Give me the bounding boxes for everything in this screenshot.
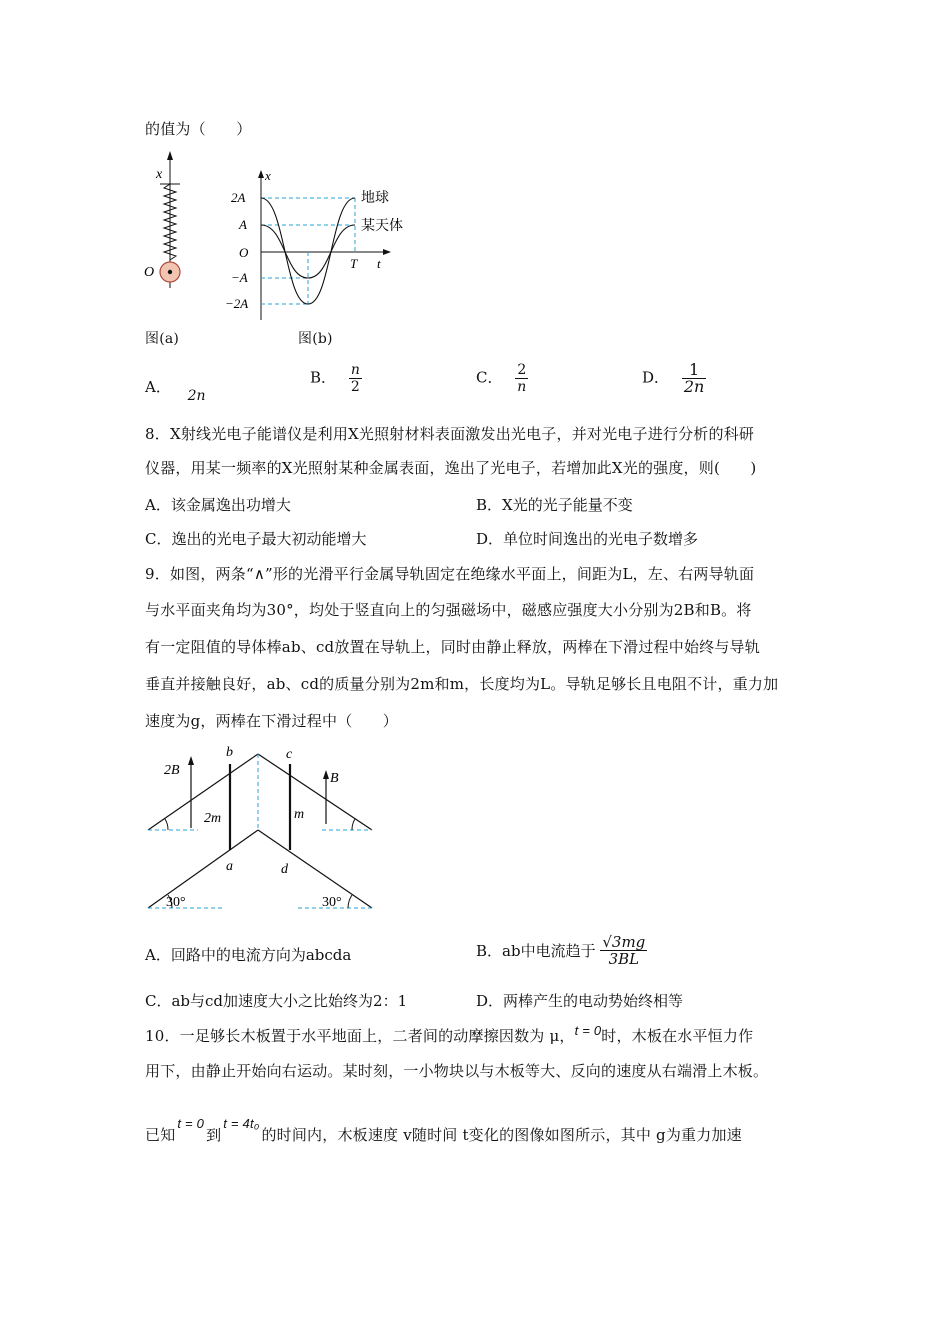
fig-b-axis-t: t [377,256,381,271]
label-angle-left: 30° [166,895,186,910]
legend-earth: 地球 [361,191,389,206]
q7-tail: 的值为（ ） [145,120,252,138]
q10-stem-line3: 已知t = 0到t = 4t₀的时间内，木板速度 v随时间 t变化的图像如图所示，其中 g为重力加速 [145,1116,742,1144]
label-a: a [226,859,233,874]
fig-b-axis-x: x [265,168,271,183]
q7-option-a[interactable]: A． 2n [145,378,206,404]
label-T: T [350,256,358,271]
q8-stem-line1: 8．X射线光电子能谱仪是利用X光照射材料表面激发出光电子，并对光电子进行分析的科研 [145,425,755,443]
q8-option-c[interactable]: C．逸出的光电子最大初动能增大 [145,530,367,548]
legend-body: 某天体 [361,219,403,234]
label-2B: 2B [164,763,180,778]
fig-a-caption: 图(a) [145,331,180,347]
label-B: B [330,771,339,786]
q9-stem-line3: 有一定阻值的导体棒ab、cd放置在导轨上，同时由静止释放，两棒在下滑过程中始终与导轨 [145,638,760,656]
label-O: O [239,245,249,260]
label-m: m [294,807,305,822]
fig-a-axis-x: x [156,167,163,182]
q9-stem-line1: 9．如图，两条“∧”形的光滑平行金属导轨固定在绝缘水平面上，间距为L，左、右两导轨面 [145,565,755,583]
q9-option-c[interactable]: C．ab与cd加速度大小之比始终为2：1 [145,992,408,1010]
q9-option-b[interactable]: B．ab中电流趋于 $\frac{√3mg}{3BL}$ [476,933,646,968]
label-2A: 2A [231,190,246,205]
q9-stem-line2: 与水平面夹角均为30°，均处于竖直向上的匀强磁场中，磁感应强度大小分别为2B和B。将 [145,601,752,619]
q9-stem-line4: 垂直并接触良好，ab、cd的质量分别为2m和m，长度均为L。导轨足够长且电阻不计，重力加 [145,675,779,693]
rails-figure [140,738,380,918]
q9-option-d[interactable]: D．两棒产生的电动势始终相等 [476,992,684,1010]
q7-option-b[interactable]: B． $\frac{n}{2}$ [310,362,360,395]
fig-b-caption: 图(b) [298,331,333,347]
q8-option-a[interactable]: A．该金属逸出功增大 [145,496,291,514]
label-A: A [239,217,247,232]
label-angle-right: 30° [322,895,342,910]
label-c: c [286,747,293,762]
q9-stem-line5: 速度为g，两棒在下滑过程中（ ） [145,712,399,730]
q7-option-c[interactable]: C． $\frac{2}{n}$ [476,362,527,395]
spring-figure-a [138,148,198,298]
label-d: d [281,862,288,877]
q7-option-d[interactable]: D． $\frac{1}{2n}$ [642,360,705,396]
label-neg-2A: −2A [225,296,249,311]
q9-option-a[interactable]: A．回路中的电流方向为abcda [145,946,352,964]
q8-stem-line2: 仪器，用某一频率的X光照射某种金属表面，逸出了光电子，若增加此X光的强度，则( ) [145,459,757,477]
q10-stem-line1: 10．一足够长木板置于水平地面上，二者间的动摩擦因数为 μ，t = 0时，木板在水平恒力作 [145,1023,754,1045]
q8-option-b[interactable]: B．X光的光子能量不变 [476,496,633,514]
fig-a-origin: O [144,265,155,280]
q8-option-d[interactable]: D．单位时间逸出的光电子数增多 [476,530,699,548]
q10-stem-line2: 用下，由静止开始向右运动。某时刻，一小物块以与木板等大、反向的速度从右端滑上木板。 [145,1062,769,1080]
label-2m: 2m [204,811,222,826]
label-b: b [226,745,233,760]
label-neg-A: −A [231,270,248,285]
wave-figure-b [225,168,425,328]
